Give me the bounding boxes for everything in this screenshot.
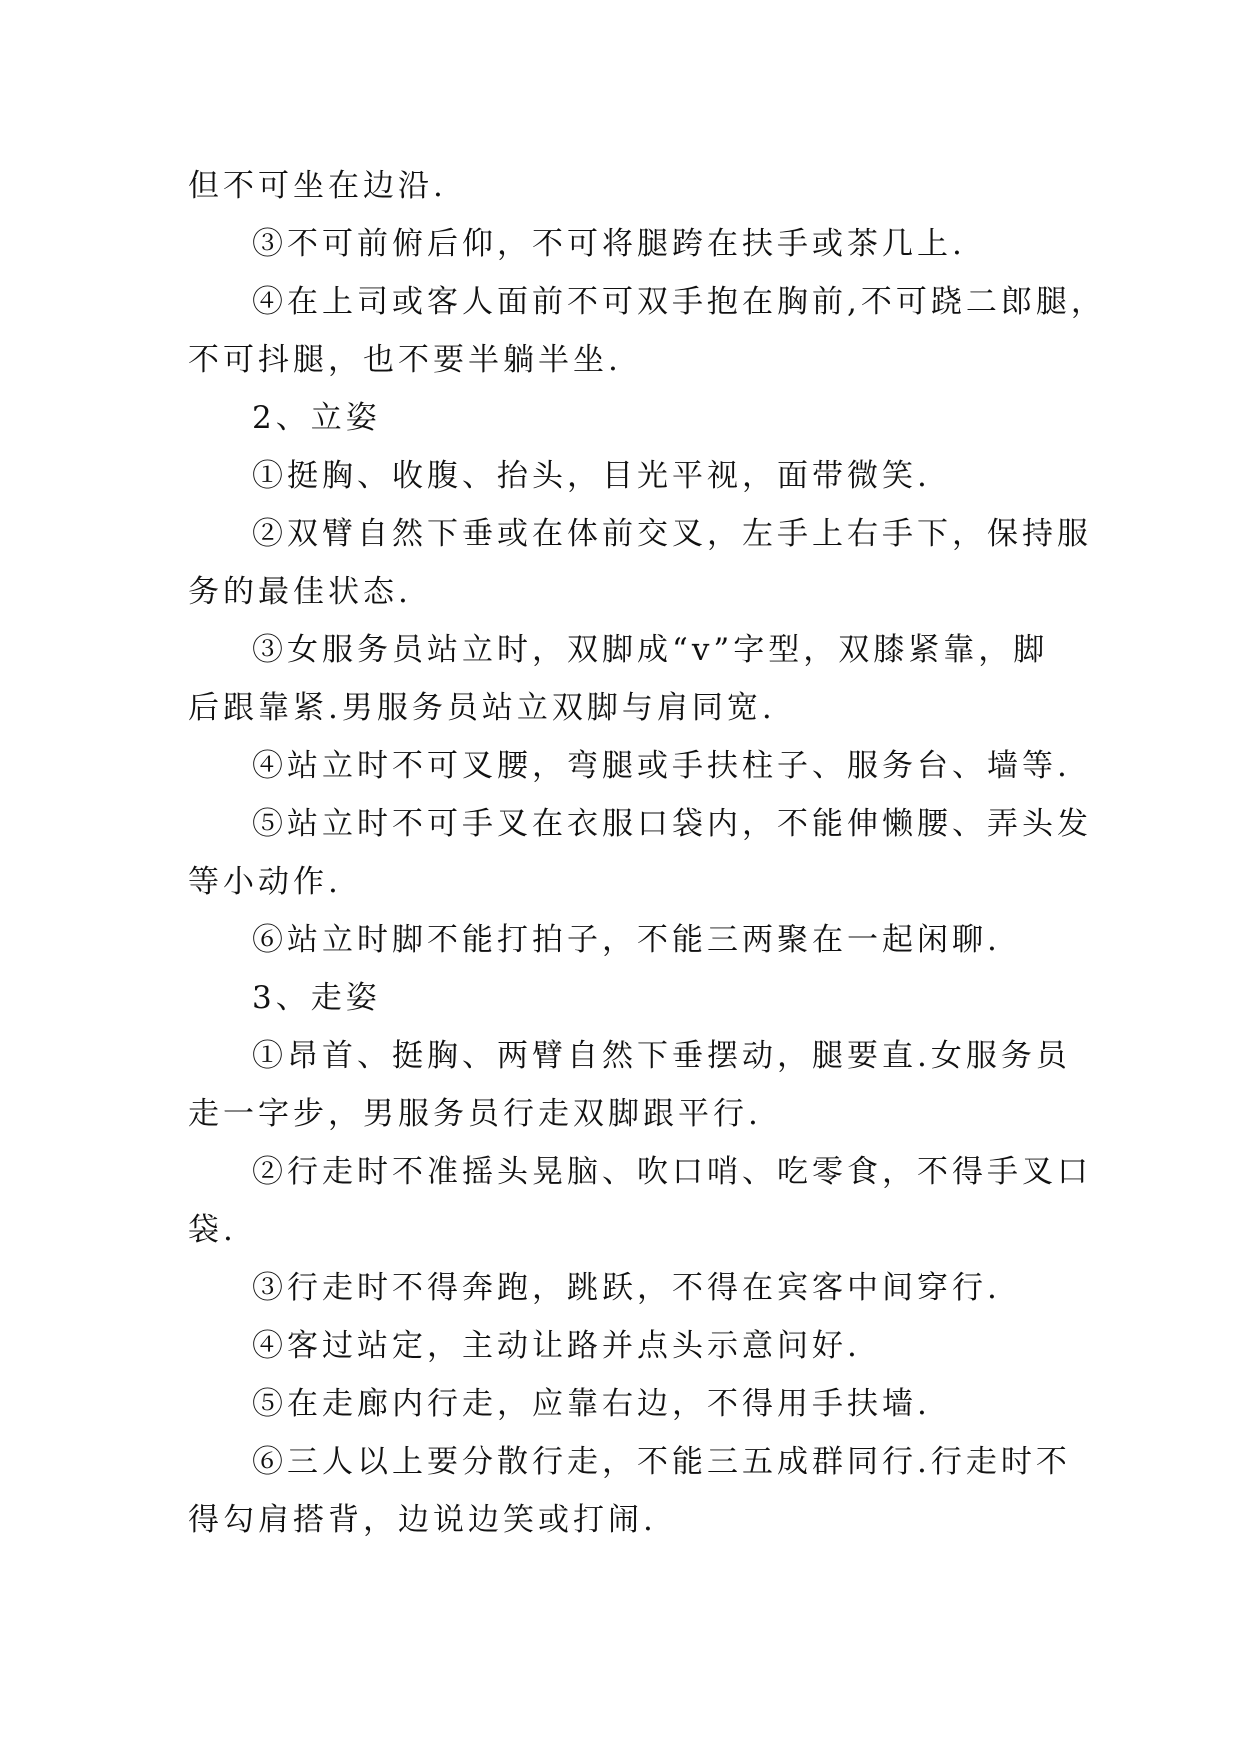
text-line-12: ⑤站立时不可手叉在衣服口袋内，不能伸懒腰、弄头发 <box>252 806 1092 842</box>
text-line-23: ⑥三人以上要分散行走，不能三五成群同行.行走时不 <box>252 1444 1071 1480</box>
text-line-21: ④客过站定，主动让路并点头示意问好. <box>252 1328 861 1364</box>
text-line-18: ②行走时不准摇头晃脑、吹口哨、吃零食，不得手叉口 <box>252 1154 1092 1190</box>
text-line-3: ④在上司或客人面前不可双手抱在胸前,不可跷二郎腿， <box>252 284 1106 320</box>
text-line-24: 得勾肩搭背，边说边笑或打闹. <box>188 1502 657 1538</box>
text-line-19: 袋. <box>188 1212 237 1248</box>
text-line-2: ③不可前俯后仰，不可将腿跨在扶手或茶几上. <box>252 226 966 262</box>
text-line-6: ①挺胸、收腹、抬头，目光平视，面带微笑. <box>252 458 931 494</box>
text-line-8: 务的最佳状态. <box>188 574 412 610</box>
text-line-17: 走一字步，男服务员行走双脚跟平行. <box>188 1096 762 1132</box>
text-line-14: ⑥站立时脚不能打拍子，不能三两聚在一起闲聊. <box>252 922 1001 958</box>
text-line-4: 不可抖腿，也不要半躺半坐. <box>188 342 622 378</box>
text-line-9: ③女服务员站立时，双脚成“v”字型，双膝紧靠，脚 <box>252 632 1049 668</box>
section-heading-standing: 2、立姿 <box>252 400 381 436</box>
text-line-22: ⑤在走廊内行走，应靠右边，不得用手扶墙. <box>252 1386 931 1422</box>
text-line-16: ①昂首、挺胸、两臂自然下垂摆动，腿要直.女服务员 <box>252 1038 1071 1074</box>
text-line-7: ②双臂自然下垂或在体前交叉，左手上右手下，保持服 <box>252 516 1092 552</box>
text-line-10: 后跟靠紧.男服务员站立双脚与肩同宽. <box>188 690 776 726</box>
text-line-20: ③行走时不得奔跑，跳跃，不得在宾客中间穿行. <box>252 1270 1001 1306</box>
text-line-1: 但不可坐在边沿. <box>188 168 447 204</box>
text-line-13: 等小动作. <box>188 864 342 900</box>
text-line-11: ④站立时不可叉腰，弯腿或手扶柱子、服务台、墙等. <box>252 748 1071 784</box>
section-heading-walking: 3、走姿 <box>252 980 381 1016</box>
